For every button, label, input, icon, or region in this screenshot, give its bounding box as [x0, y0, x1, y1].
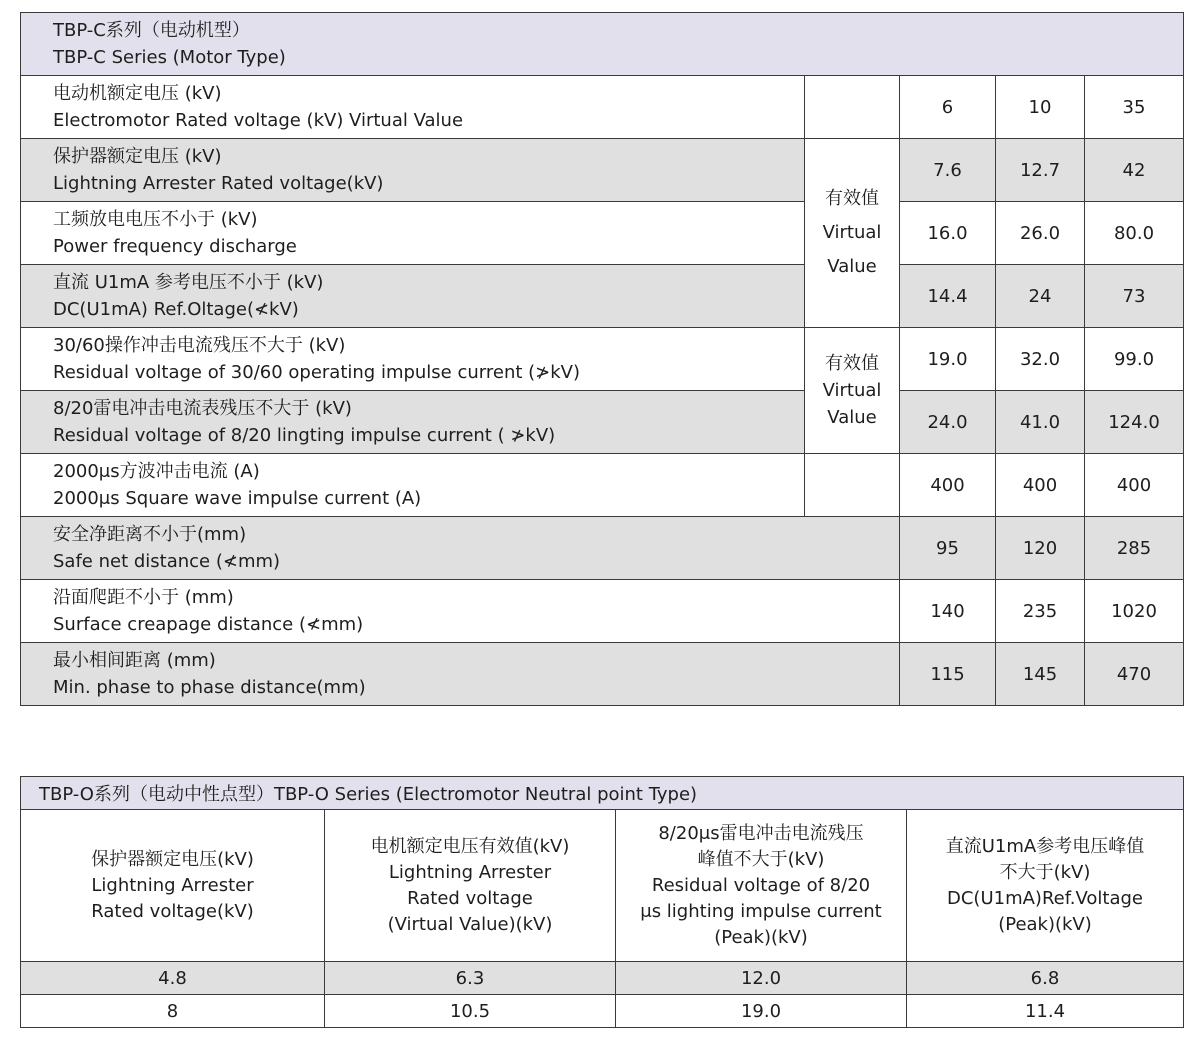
- unit-en-1: Virtual: [822, 380, 882, 401]
- value-cell: 95: [900, 517, 996, 580]
- value-cell: 14.4: [900, 265, 996, 328]
- unit-cell-empty: [805, 454, 900, 517]
- table-title: TBP-O系列（电动中性点型）TBP-O Series (Electromotor Neutral point Type): [21, 777, 1184, 810]
- value-cell: 99.0: [1085, 328, 1184, 391]
- label-en: 2000μs Square wave impulse current (A): [53, 488, 422, 509]
- value-cell: 400: [1085, 454, 1184, 517]
- value-cell: 11.4: [907, 995, 1184, 1028]
- label-cn: 沿面爬距不小于 (mm): [53, 587, 234, 608]
- value-cell: 1020: [1085, 580, 1184, 643]
- value-cell: 400: [996, 454, 1085, 517]
- label-cn: 工频放电电压不小于 (kV): [53, 209, 258, 230]
- value-cell: 19.0: [616, 995, 907, 1028]
- row-label: [21, 202, 805, 265]
- row-label: [21, 454, 805, 517]
- value-cell: 120: [996, 517, 1085, 580]
- row-label: [21, 265, 805, 328]
- label-en: Electromotor Rated voltage (kV) Virtual Value: [53, 110, 464, 131]
- value-cell: 7.6: [900, 139, 996, 202]
- header-line: (Virtual Value)(kV): [387, 913, 553, 935]
- label-en: DC(U1mA) Ref.Oltage(≮kV): [53, 299, 299, 320]
- title-cn: TBP-C系列（电动机型）: [53, 20, 250, 41]
- value-cell: 6: [900, 76, 996, 139]
- table-row: [21, 580, 1184, 643]
- value-cell: 235: [996, 580, 1085, 643]
- label-cn: 2000μs方波冲击电流 (A): [53, 461, 260, 482]
- label-cn: 30/60操作冲击电流残压不大于 (kV): [53, 335, 346, 356]
- header-line: 不大于(kV): [999, 861, 1091, 883]
- table-row: [21, 454, 1184, 517]
- label-cn: 直流 U1mA 参考电压不小于 (kV): [53, 272, 324, 293]
- table-row: [21, 391, 1184, 454]
- value-cell: 8: [21, 995, 325, 1028]
- unit-en-2: Value: [827, 256, 877, 277]
- row-label: [21, 391, 805, 454]
- header-line: 直流U1mA参考电压峰值: [945, 835, 1145, 857]
- unit-label-virtual-value: [805, 328, 900, 454]
- value-cell: 140: [900, 580, 996, 643]
- value-cell: 124.0: [1085, 391, 1184, 454]
- unit-cn: 有效值: [825, 188, 879, 209]
- label-en: Lightning Arrester Rated voltage(kV): [53, 173, 384, 194]
- column-header: [616, 810, 907, 962]
- row-label: [21, 139, 805, 202]
- value-cell: 73: [1085, 265, 1184, 328]
- label-cn: 保护器额定电压 (kV): [53, 146, 222, 167]
- value-cell: 16.0: [900, 202, 996, 265]
- value-cell: 145: [996, 643, 1085, 706]
- table-title: [21, 13, 1184, 76]
- header-line: 电机额定电压有效值(kV): [370, 835, 570, 857]
- header-line: Residual voltage of 8/20: [651, 874, 871, 896]
- row-label: [21, 580, 900, 643]
- header-line: (Peak)(kV): [998, 913, 1092, 935]
- unit-cell-empty: [805, 76, 900, 139]
- value-cell: 285: [1085, 517, 1184, 580]
- value-cell: 4.8: [21, 962, 325, 995]
- table-row: [21, 962, 1184, 995]
- value-cell: 24.0: [900, 391, 996, 454]
- label-en: Min. phase to phase distance(mm): [53, 677, 366, 698]
- unit-label-virtual-value: [805, 139, 900, 328]
- header-line: Lightning Arrester: [388, 861, 552, 883]
- value-cell: 10: [996, 76, 1085, 139]
- label-en: Residual voltage of 8/20 lingting impulse current ( ≯kV): [53, 425, 556, 446]
- header-line: 保护器额定电压(kV): [91, 848, 254, 870]
- value-cell: 24: [996, 265, 1085, 328]
- value-cell: 12.0: [616, 962, 907, 995]
- label-en: Residual voltage of 30/60 operating impulse current (≯kV): [53, 362, 581, 383]
- tbp-o-series-table: [20, 776, 1184, 1028]
- row-label: [21, 328, 805, 391]
- header-line: 8/20μs雷电冲击电流残压: [658, 822, 864, 844]
- header-line: DC(U1mA)Ref.Voltage: [947, 887, 1143, 909]
- label-en: Surface creapage distance (≮mm): [53, 614, 364, 635]
- title-en: TBP-C Series (Motor Type): [53, 47, 286, 68]
- value-cell: 41.0: [996, 391, 1085, 454]
- table-row: [21, 328, 1184, 391]
- table-row: [21, 643, 1184, 706]
- table-row: [21, 202, 1184, 265]
- table-row: [21, 517, 1184, 580]
- value-cell: 6.8: [907, 962, 1184, 995]
- column-header: [907, 810, 1184, 962]
- value-cell: 400: [900, 454, 996, 517]
- table-row: [21, 265, 1184, 328]
- label-en: Power frequency discharge: [53, 236, 297, 257]
- tbp-c-series-table: [20, 12, 1184, 706]
- header-line: 峰值不大于(kV): [697, 848, 825, 870]
- row-label: [21, 76, 805, 139]
- value-cell: 35: [1085, 76, 1184, 139]
- label-cn: 最小相间距离 (mm): [53, 650, 216, 671]
- value-cell: 12.7: [996, 139, 1085, 202]
- header-line: μs lighting impulse current: [640, 900, 882, 922]
- value-cell: 6.3: [325, 962, 616, 995]
- header-line: Rated voltage(kV): [91, 900, 254, 922]
- label-cn: 安全净距离不小于(mm): [53, 524, 247, 545]
- header-line: Rated voltage: [407, 887, 533, 909]
- value-cell: 80.0: [1085, 202, 1184, 265]
- column-header: [21, 810, 325, 962]
- value-cell: 26.0: [996, 202, 1085, 265]
- value-cell: 32.0: [996, 328, 1085, 391]
- table-row: [21, 76, 1184, 139]
- table-row: [21, 995, 1184, 1028]
- unit-cn: 有效值: [825, 353, 879, 374]
- header-line: Lightning Arrester: [91, 874, 254, 896]
- value-cell: 115: [900, 643, 996, 706]
- table-row: [21, 139, 1184, 202]
- header-line: (Peak)(kV): [714, 926, 808, 948]
- row-label: [21, 643, 900, 706]
- unit-en-1: Virtual: [822, 222, 882, 243]
- row-label: [21, 517, 900, 580]
- label-en: Safe net distance (≮mm): [53, 551, 281, 572]
- column-header: [325, 810, 616, 962]
- value-cell: 470: [1085, 643, 1184, 706]
- value-cell: 19.0: [900, 328, 996, 391]
- label-cn: 电动机额定电压 (kV): [53, 83, 222, 104]
- unit-en-2: Value: [827, 407, 877, 428]
- value-cell: 10.5: [325, 995, 616, 1028]
- label-cn: 8/20雷电冲击电流表残压不大于 (kV): [53, 398, 352, 419]
- column-header-row: [21, 810, 1184, 962]
- value-cell: 42: [1085, 139, 1184, 202]
